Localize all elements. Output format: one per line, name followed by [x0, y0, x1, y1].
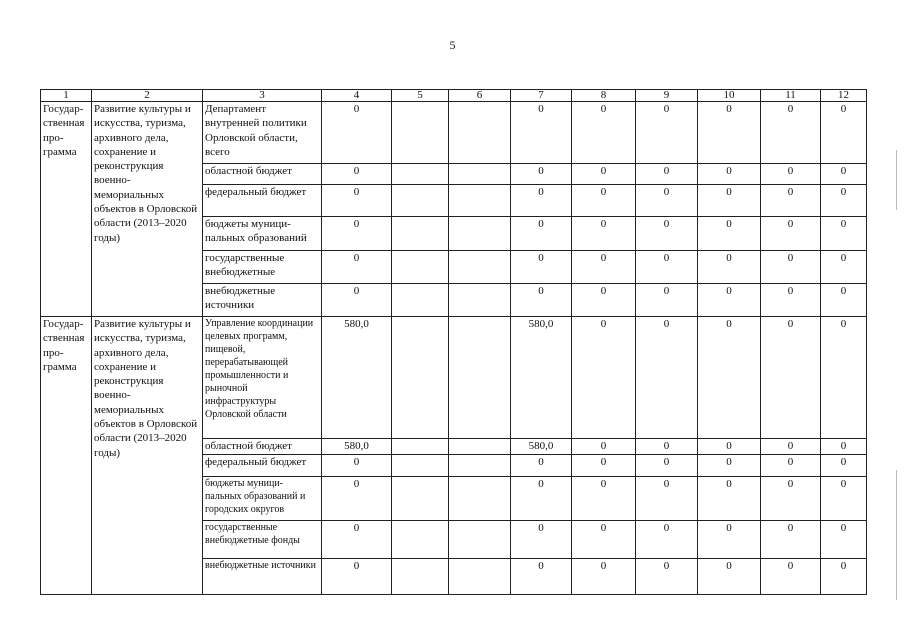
- funding-source-cell: Управление координации целевых программ, пищевой, перерабатывающей промышленности и рыночной инфраструктуры Орловской области: [203, 317, 322, 439]
- funding-source-cell: внебюджетные источники: [203, 559, 322, 595]
- value-cell: 0: [821, 284, 867, 317]
- value-cell: 0: [698, 185, 761, 217]
- value-cell: [392, 102, 449, 164]
- column-header: 8: [572, 90, 636, 102]
- value-cell: 0: [821, 102, 867, 164]
- value-cell: 0: [698, 251, 761, 284]
- value-cell: [392, 477, 449, 521]
- value-cell: 0: [761, 102, 821, 164]
- value-cell: 0: [821, 477, 867, 521]
- value-cell: 0: [636, 185, 698, 217]
- value-cell: [449, 559, 511, 595]
- program-status-cell: Государ-ственная про-грамма: [41, 102, 92, 317]
- value-cell: [449, 102, 511, 164]
- value-cell: [392, 559, 449, 595]
- value-cell: 0: [761, 284, 821, 317]
- value-cell: [449, 477, 511, 521]
- funding-source-cell: государственные внебюджетные фонды: [203, 521, 322, 559]
- value-cell: 0: [821, 439, 867, 455]
- value-cell: 0: [572, 455, 636, 477]
- value-cell: 0: [322, 284, 392, 317]
- funding-source-cell: федеральный бюджет: [203, 185, 322, 217]
- value-cell: 0: [821, 251, 867, 284]
- value-cell: 0: [511, 102, 572, 164]
- value-cell: [449, 217, 511, 251]
- table-row: [41, 102, 867, 164]
- value-cell: [392, 251, 449, 284]
- funding-source-cell: областной бюджет: [203, 439, 322, 455]
- value-cell: 0: [821, 455, 867, 477]
- column-header: 6: [449, 90, 511, 102]
- column-header: 4: [322, 90, 392, 102]
- column-header: 7: [511, 90, 572, 102]
- value-cell: 0: [511, 164, 572, 185]
- value-cell: 0: [636, 317, 698, 439]
- column-header: 10: [698, 90, 761, 102]
- value-cell: 0: [698, 317, 761, 439]
- value-cell: 0: [761, 251, 821, 284]
- value-cell: 0: [636, 455, 698, 477]
- scan-artifact-line: [896, 470, 897, 600]
- value-cell: 0: [698, 439, 761, 455]
- value-cell: 0: [761, 559, 821, 595]
- value-cell: [449, 164, 511, 185]
- value-cell: 0: [636, 559, 698, 595]
- value-cell: 0: [761, 317, 821, 439]
- value-cell: 0: [322, 164, 392, 185]
- value-cell: 0: [322, 185, 392, 217]
- value-cell: 0: [698, 455, 761, 477]
- value-cell: [392, 185, 449, 217]
- value-cell: [449, 284, 511, 317]
- funding-source-cell: Департамент внутренней политики Орловской области, всего: [203, 102, 322, 164]
- value-cell: 0: [322, 559, 392, 595]
- table-row: [41, 317, 867, 439]
- value-cell: 0: [761, 477, 821, 521]
- value-cell: 0: [636, 521, 698, 559]
- value-cell: 0: [572, 185, 636, 217]
- column-header: 2: [92, 90, 203, 102]
- funding-source-cell: государственные внебюджетные: [203, 251, 322, 284]
- value-cell: 0: [572, 217, 636, 251]
- value-cell: 0: [572, 284, 636, 317]
- value-cell: 0: [821, 164, 867, 185]
- column-header: 11: [761, 90, 821, 102]
- value-cell: 580,0: [322, 439, 392, 455]
- value-cell: 0: [698, 164, 761, 185]
- value-cell: 0: [322, 102, 392, 164]
- funding-source-cell: бюджеты муници-пальных образований и городских округов: [203, 477, 322, 521]
- value-cell: 0: [821, 217, 867, 251]
- column-header: 9: [636, 90, 698, 102]
- value-cell: [449, 439, 511, 455]
- value-cell: 0: [821, 521, 867, 559]
- value-cell: 0: [572, 559, 636, 595]
- value-cell: 0: [761, 439, 821, 455]
- value-cell: 0: [761, 217, 821, 251]
- value-cell: 0: [761, 521, 821, 559]
- value-cell: 0: [636, 102, 698, 164]
- value-cell: 0: [572, 317, 636, 439]
- scan-artifact-line: [896, 150, 897, 210]
- value-cell: 0: [511, 185, 572, 217]
- value-cell: 0: [511, 251, 572, 284]
- value-cell: 0: [636, 477, 698, 521]
- header-row: [41, 90, 867, 102]
- value-cell: 0: [698, 521, 761, 559]
- value-cell: [392, 164, 449, 185]
- funding-source-cell: внебюджетные источники: [203, 284, 322, 317]
- value-cell: 580,0: [511, 439, 572, 455]
- column-header: 3: [203, 90, 322, 102]
- value-cell: 0: [636, 439, 698, 455]
- value-cell: [392, 455, 449, 477]
- value-cell: 0: [572, 102, 636, 164]
- value-cell: 0: [821, 559, 867, 595]
- value-cell: 0: [511, 284, 572, 317]
- value-cell: 0: [761, 164, 821, 185]
- value-cell: 0: [698, 102, 761, 164]
- value-cell: 0: [322, 521, 392, 559]
- value-cell: [449, 521, 511, 559]
- budget-table: [40, 89, 867, 595]
- value-cell: [392, 439, 449, 455]
- value-cell: [392, 217, 449, 251]
- value-cell: 0: [322, 477, 392, 521]
- value-cell: 0: [636, 251, 698, 284]
- value-cell: 0: [322, 455, 392, 477]
- value-cell: 0: [572, 251, 636, 284]
- value-cell: 0: [511, 217, 572, 251]
- value-cell: 0: [698, 217, 761, 251]
- value-cell: 0: [572, 164, 636, 185]
- value-cell: 0: [572, 439, 636, 455]
- value-cell: 580,0: [322, 317, 392, 439]
- value-cell: 0: [698, 284, 761, 317]
- value-cell: 0: [511, 521, 572, 559]
- column-header: 1: [41, 90, 92, 102]
- value-cell: 0: [698, 559, 761, 595]
- value-cell: 0: [821, 185, 867, 217]
- program-status-cell: Государ-ственная про-грамма: [41, 317, 92, 595]
- value-cell: 580,0: [511, 317, 572, 439]
- value-cell: [392, 521, 449, 559]
- value-cell: 0: [572, 477, 636, 521]
- table-body: [41, 90, 867, 595]
- program-name-cell: Развитие культуры и искусства, туризма, архивного дела, сохранение и реконструкция военно-мемориальных объектов в Орловской области (2013–2020 годы): [92, 317, 203, 595]
- value-cell: 0: [511, 559, 572, 595]
- value-cell: [449, 185, 511, 217]
- funding-source-cell: федеральный бюджет: [203, 455, 322, 477]
- column-header: 12: [821, 90, 867, 102]
- value-cell: 0: [636, 164, 698, 185]
- value-cell: 0: [322, 251, 392, 284]
- value-cell: 0: [636, 284, 698, 317]
- page-number: 5: [449, 38, 456, 52]
- value-cell: 0: [511, 477, 572, 521]
- value-cell: 0: [761, 455, 821, 477]
- value-cell: [449, 455, 511, 477]
- value-cell: 0: [821, 317, 867, 439]
- program-name-cell: Развитие культуры и искусства, туризма, архивного дела, сохранение и реконструкция военно-мемориальных объектов в Орловской области (2013–2020 годы): [92, 102, 203, 317]
- funding-source-cell: областной бюджет: [203, 164, 322, 185]
- value-cell: 0: [761, 185, 821, 217]
- funding-source-cell: бюджеты муници-пальных образований: [203, 217, 322, 251]
- value-cell: 0: [511, 455, 572, 477]
- value-cell: 0: [322, 217, 392, 251]
- value-cell: 0: [636, 217, 698, 251]
- column-header: 5: [392, 90, 449, 102]
- value-cell: 0: [698, 477, 761, 521]
- value-cell: 0: [572, 521, 636, 559]
- value-cell: [449, 251, 511, 284]
- value-cell: [392, 317, 449, 439]
- value-cell: [449, 317, 511, 439]
- value-cell: [392, 284, 449, 317]
